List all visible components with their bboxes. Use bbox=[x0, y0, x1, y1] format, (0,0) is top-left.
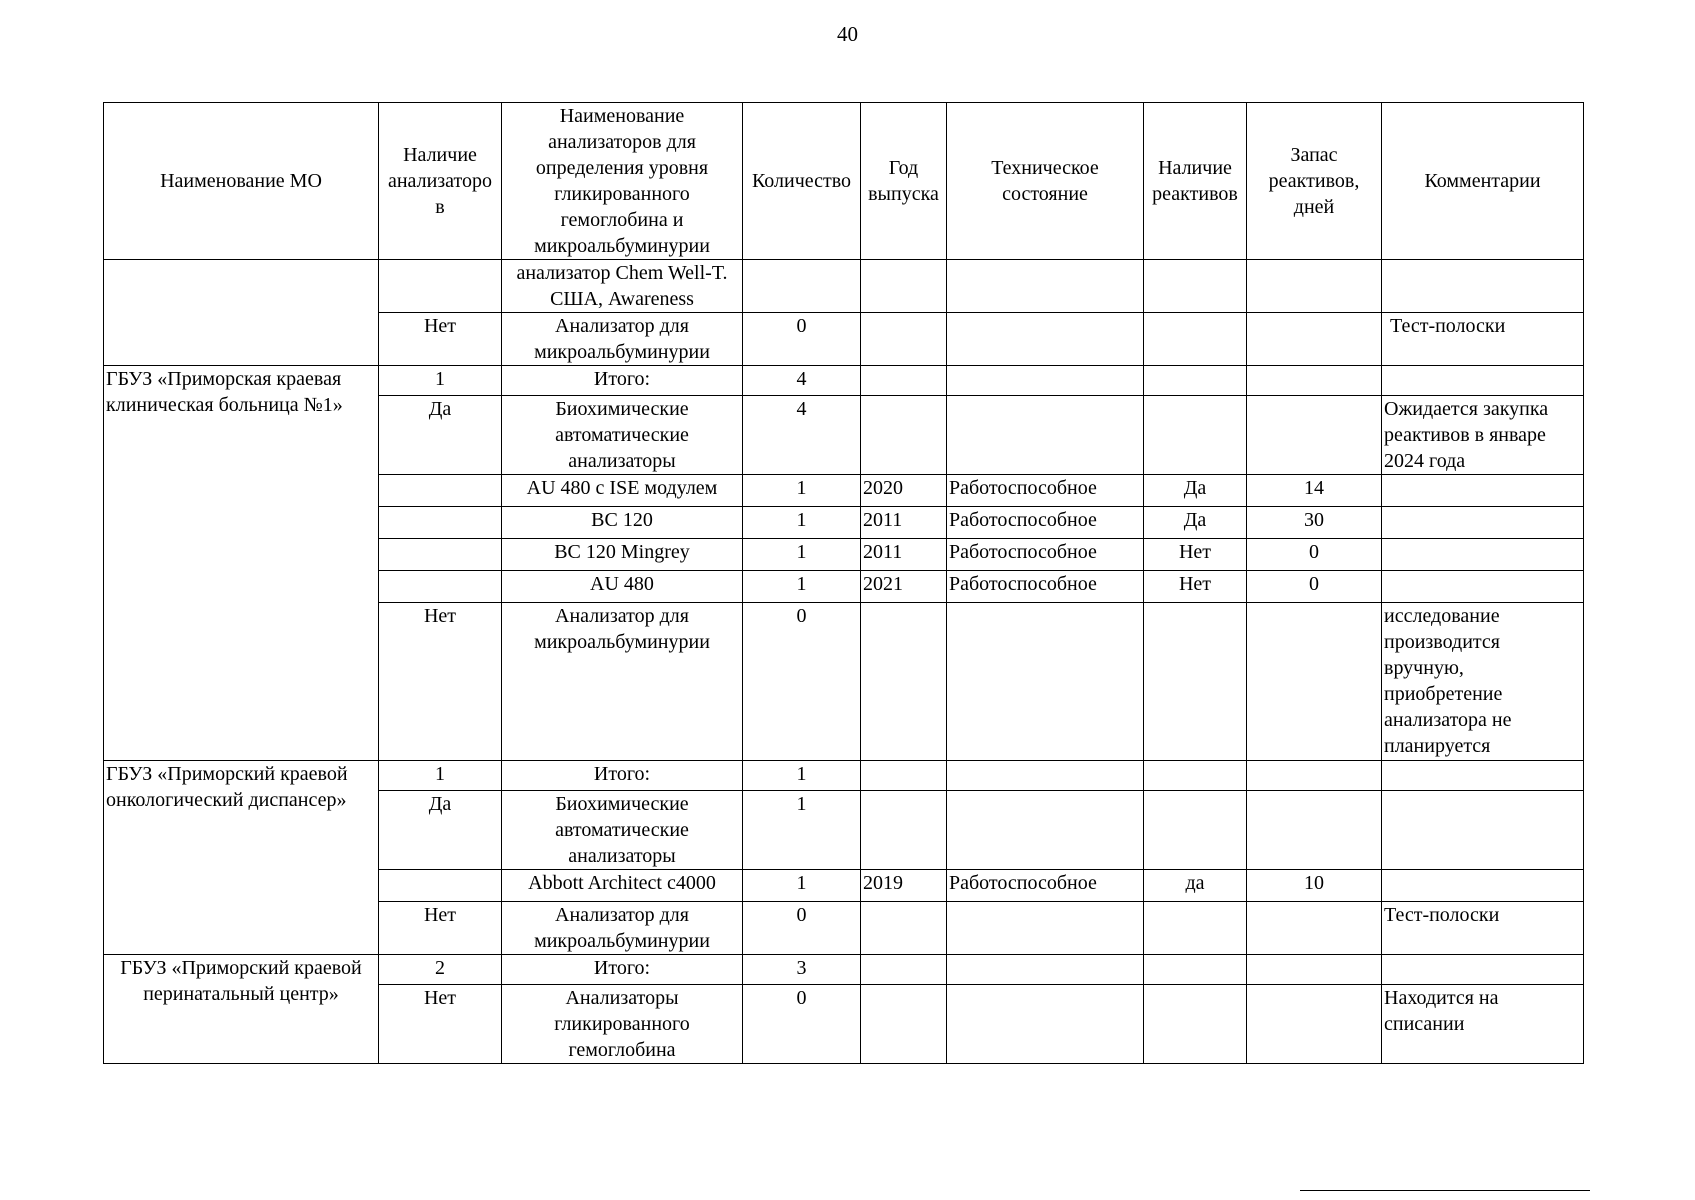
table-row bbox=[104, 366, 1584, 396]
analyzer-name-cell: анализатор Chem Well-T. США, Awareness bbox=[502, 260, 743, 313]
header-comments: Комментарии bbox=[1382, 103, 1584, 260]
quantity-cell: 1 bbox=[743, 475, 861, 507]
availability-cell bbox=[379, 260, 502, 313]
quantity-cell: 4 bbox=[743, 366, 861, 396]
mo-cell bbox=[104, 260, 379, 366]
reserve-cell: 30 bbox=[1247, 507, 1382, 539]
mo-name-cell: ГБУЗ «Приморская краевая клиническая больница №1» bbox=[104, 366, 379, 761]
quantity-cell: 0 bbox=[743, 313, 861, 366]
quantity-cell: 4 bbox=[743, 396, 861, 475]
header-condition: Техническое состояние bbox=[947, 103, 1144, 260]
quantity-cell: 0 bbox=[743, 902, 861, 955]
reserve-cell: 0 bbox=[1247, 571, 1382, 603]
analyzer-name-cell: Итого: bbox=[502, 366, 743, 396]
header-analyzer-name: Наименование анализаторов для определения уровня гликированного гемоглобина и микроальбуминурии bbox=[502, 103, 743, 260]
quantity-cell: 1 bbox=[743, 870, 861, 902]
quantity-cell: 1 bbox=[743, 791, 861, 870]
analyzer-name-cell: Анализаторы гликированного гемоглобина bbox=[502, 985, 743, 1064]
comment-cell: Тест-полоски bbox=[1382, 313, 1584, 366]
mo-name-cell: ГБУЗ «Приморский краевой онкологический диспансер» bbox=[104, 761, 379, 955]
availability-cell: Нет bbox=[379, 603, 502, 761]
table-row bbox=[104, 955, 1584, 985]
analyzer-name-cell: Анализатор для микроальбуминурии bbox=[502, 902, 743, 955]
quantity-cell: 1 bbox=[743, 761, 861, 791]
reserve-cell: 0 bbox=[1247, 539, 1382, 571]
reagents-cell: Нет bbox=[1144, 539, 1247, 571]
table-header-row bbox=[104, 103, 1584, 260]
table-row bbox=[104, 260, 1584, 313]
reserve-cell: 14 bbox=[1247, 475, 1382, 507]
availability-cell: 1 bbox=[379, 366, 502, 396]
page-number: 40 bbox=[837, 22, 858, 46]
header-reagents: Наличие реактивов bbox=[1144, 103, 1247, 260]
year-cell: 2011 bbox=[861, 507, 947, 539]
header-reserve: Запас реактивов, дней bbox=[1247, 103, 1382, 260]
availability-cell: Нет bbox=[379, 985, 502, 1064]
analyzer-name-cell: Биохимические автоматические анализаторы bbox=[502, 791, 743, 870]
analyzer-name-cell: Анализатор для микроальбуминурии bbox=[502, 603, 743, 761]
year-cell: 2011 bbox=[861, 539, 947, 571]
condition-cell: Работоспособное bbox=[947, 507, 1144, 539]
availability-cell: Да bbox=[379, 396, 502, 475]
availability-cell: Нет bbox=[379, 313, 502, 366]
quantity-cell: 3 bbox=[743, 955, 861, 985]
availability-cell: Нет bbox=[379, 902, 502, 955]
reagents-cell: Да bbox=[1144, 507, 1247, 539]
year-cell: 2019 bbox=[861, 870, 947, 902]
header-mo: Наименование МО bbox=[104, 103, 379, 260]
comment-cell: Тест-полоски bbox=[1382, 902, 1584, 955]
footer-divider bbox=[1300, 1190, 1590, 1191]
mo-name-cell: ГБУЗ «Приморский краевой перинатальный центр» bbox=[104, 955, 379, 1064]
reagents-cell: Нет bbox=[1144, 571, 1247, 603]
analyzer-name-cell: AU 480 bbox=[502, 571, 743, 603]
comment-cell: Находится на списании bbox=[1382, 985, 1584, 1064]
analyzer-name-cell: BC 120 Mingrey bbox=[502, 539, 743, 571]
header-year: Год выпуска bbox=[861, 103, 947, 260]
reserve-cell: 10 bbox=[1247, 870, 1382, 902]
availability-cell: 2 bbox=[379, 955, 502, 985]
quantity-cell: 1 bbox=[743, 571, 861, 603]
availability-cell: Да bbox=[379, 791, 502, 870]
analyzer-name-cell: Анализатор для микроальбуминурии bbox=[502, 313, 743, 366]
analyzer-name-cell: BC 120 bbox=[502, 507, 743, 539]
reagents-cell: Да bbox=[1144, 475, 1247, 507]
analyzer-name-cell: AU 480 с ISE модулем bbox=[502, 475, 743, 507]
analyzers-table bbox=[103, 102, 1584, 1064]
header-quantity: Количество bbox=[743, 103, 861, 260]
quantity-cell: 0 bbox=[743, 603, 861, 761]
year-cell: 2021 bbox=[861, 571, 947, 603]
condition-cell: Работоспособное bbox=[947, 539, 1144, 571]
condition-cell: Работоспособное bbox=[947, 571, 1144, 603]
reagents-cell: да bbox=[1144, 870, 1247, 902]
condition-cell: Работоспособное bbox=[947, 475, 1144, 507]
quantity-cell: 1 bbox=[743, 507, 861, 539]
quantity-cell: 1 bbox=[743, 539, 861, 571]
analyzer-name-cell: Итого: bbox=[502, 955, 743, 985]
analyzer-name-cell: Abbott Architect c4000 bbox=[502, 870, 743, 902]
quantity-cell: 0 bbox=[743, 985, 861, 1064]
comment-cell: Ожидается закупка реактивов в январе 2024 года bbox=[1382, 396, 1584, 475]
table-row bbox=[104, 761, 1584, 791]
analyzer-name-cell: Биохимические автоматические анализаторы bbox=[502, 396, 743, 475]
comment-cell: исследование производится вручную, приобретение анализатора не планируется bbox=[1382, 603, 1584, 761]
condition-cell: Работоспособное bbox=[947, 870, 1144, 902]
header-availability: Наличие анализаторо в bbox=[379, 103, 502, 260]
availability-cell: 1 bbox=[379, 761, 502, 791]
analyzer-name-cell: Итого: bbox=[502, 761, 743, 791]
year-cell: 2020 bbox=[861, 475, 947, 507]
